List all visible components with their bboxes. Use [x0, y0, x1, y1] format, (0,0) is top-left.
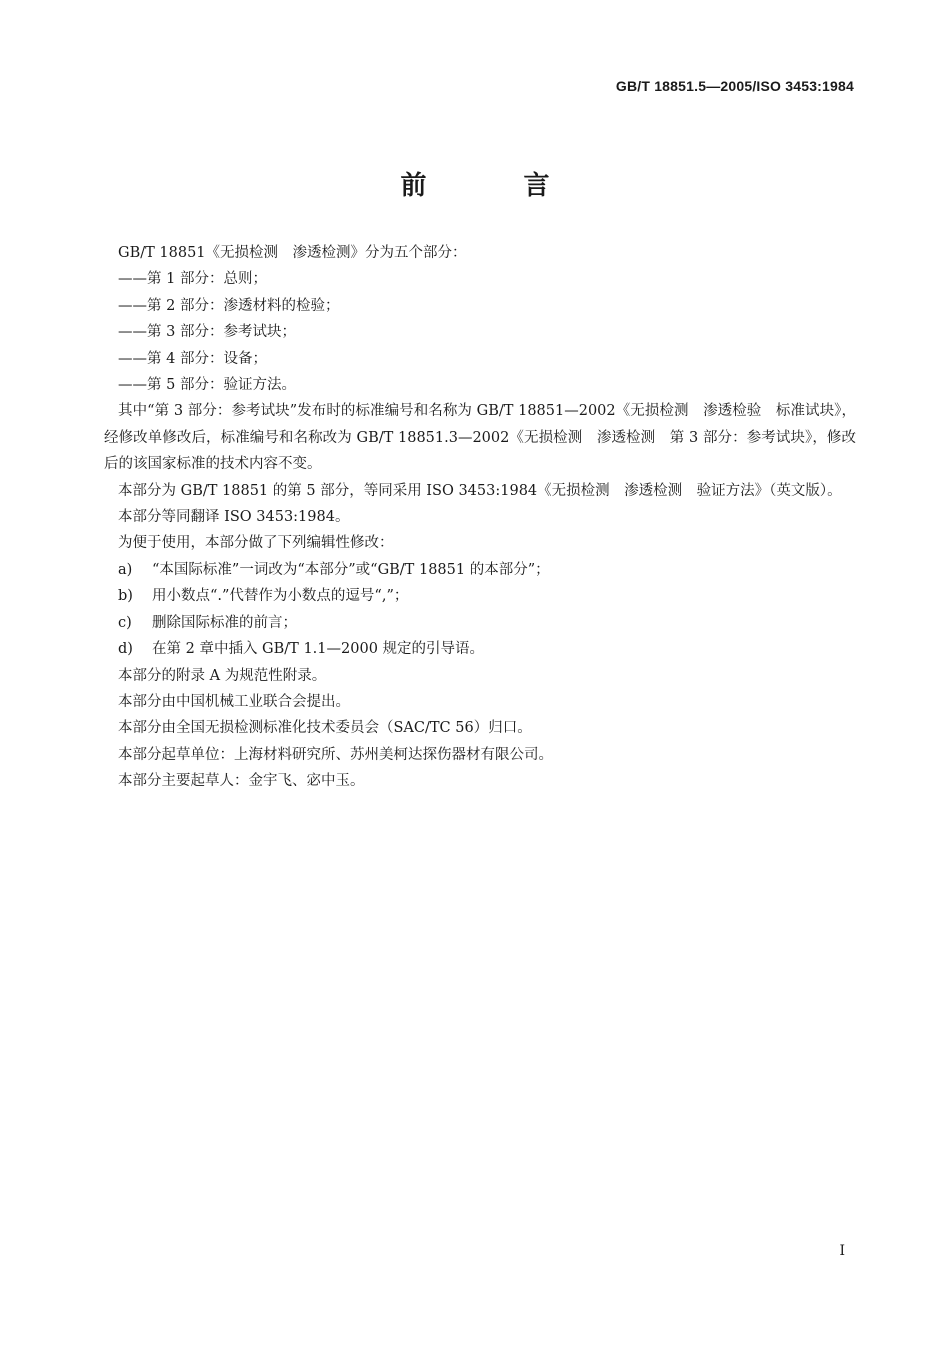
edit-list-item: [104, 636, 856, 662]
edit-label: c): [118, 614, 132, 631]
edits-intro-paragraph: 为便于使用，本部分做了下列编辑性修改：: [118, 535, 394, 552]
proposed-by-paragraph: 本部分由中国机械工业联合会提出。: [118, 693, 350, 710]
page-title: 前 言: [400, 171, 594, 201]
annex-paragraph: 本部分的附录 A 为规范性附录。: [118, 667, 327, 684]
edit-label: d): [118, 641, 133, 658]
foreword-body: [104, 240, 856, 795]
standard-code-header: GB/T 18851.5—2005/ISO 3453:1984: [615, 78, 854, 94]
edit-list-item: [104, 557, 856, 583]
adoption-paragraph: 本部分为 GB/T 18851 的第 5 部分，等同采用 ISO 3453:1984《无损检测 渗透检测 验证方法》（英文版）。: [118, 482, 842, 499]
edit-text: 用小数点“.”代替作为小数点的逗号“,”；: [152, 588, 409, 605]
part-list-item: ——第 3 部分：参考试块；: [118, 324, 296, 341]
edit-text: 删除国际标准的前言；: [152, 614, 297, 631]
edit-list-item: [104, 583, 856, 609]
drafting-units-paragraph: 本部分起草单位：上海材料研究所、苏州美柯达探伤器材有限公司。: [118, 746, 553, 763]
part-list-item: ——第 1 部分：总则；: [118, 271, 267, 288]
intro-paragraph: GB/T 18851《无损检测 渗透检测》分为五个部分：: [118, 245, 467, 261]
edit-text: 在第 2 章中插入 GB/T 1.1—2000 规定的引导语。: [152, 641, 485, 658]
edit-list-item: [104, 610, 856, 636]
part-list-item: ——第 4 部分：设备；: [118, 350, 267, 367]
edit-label: a): [118, 561, 133, 578]
translation-paragraph: 本部分等同翻译 ISO 3453:1984。: [118, 509, 350, 526]
edit-text: “本国际标准”一词改为“本部分”或“GB/T 18851 的本部分”；: [152, 561, 550, 578]
centralized-by-paragraph: 本部分由全国无损检测标准化技术委员会（SAC/TC 56）归口。: [118, 720, 532, 737]
part3-history-paragraph: 其中“第 3 部分：参考试块”发布时的标准编号和名称为 GB/T 18851—2002《无损检测 渗透检验 标准试块》，经修改单修改后，标准编号和名称改为 GB/T 18851.3—2002《无损检测 渗透检测 第 3 部分：参考试块》，修改后的该国家标准的技术内容不变。: [104, 403, 856, 473]
part-list-item: ——第 5 部分：验证方法。: [118, 377, 296, 394]
drafters-paragraph: 本部分主要起草人：金宇飞、宓中玉。: [118, 773, 365, 790]
part-list-item: ——第 2 部分：渗透材料的检验；: [118, 297, 340, 314]
page-number: I: [839, 1243, 845, 1259]
edit-label: b): [118, 588, 133, 605]
